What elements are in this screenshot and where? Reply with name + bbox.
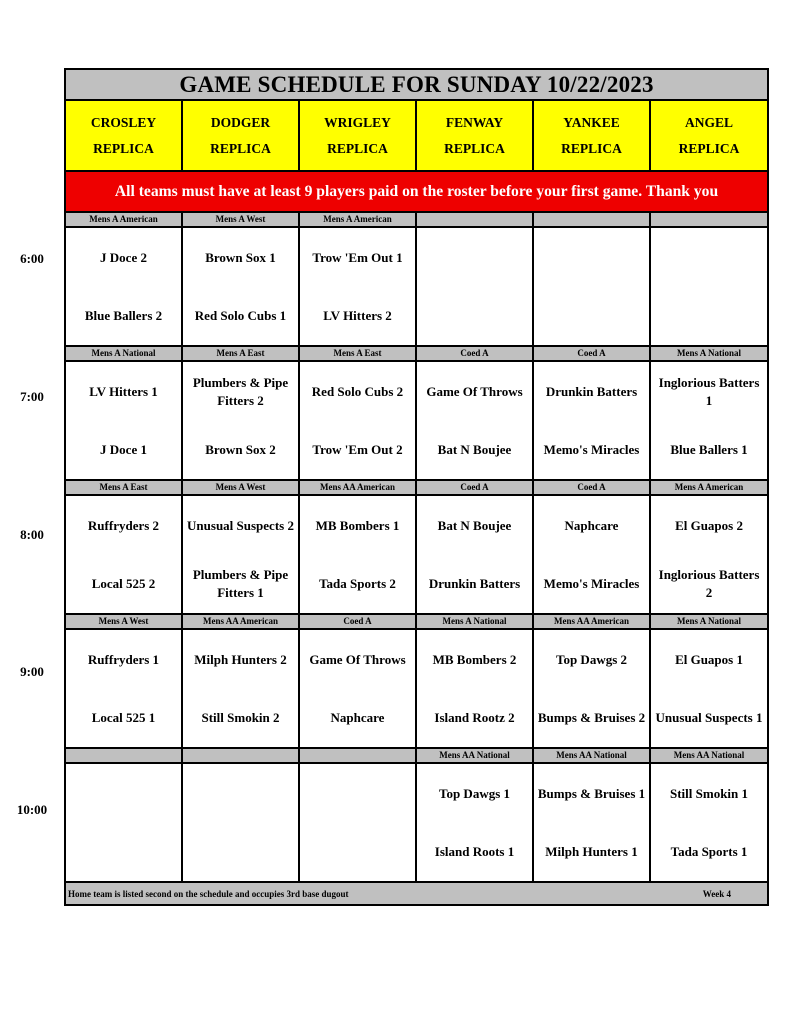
game-cell [416,361,533,480]
game-cell [650,495,768,614]
home-team: Unusual Suspects 1 [655,709,763,725]
home-team-note: Home team is listed second on the schedule and occupies 3rd base dugout [68,888,349,899]
home-team: Trow 'Em Out 2 [312,441,403,457]
home-team [534,287,649,345]
game-cell [299,629,416,748]
away-team: Naphcare [564,517,619,533]
field-name: FENWAY [445,114,504,130]
game-cell [182,227,299,346]
field-header-row [65,100,768,171]
division-label: Mens AA National [416,748,533,763]
division-label: Mens A West [182,212,299,227]
division-label: Mens A East [182,346,299,361]
away-team: Drunkin Batters [545,383,638,399]
game-cell [65,227,182,346]
game-cell [65,495,182,614]
away-team: Top Dawgs 2 [555,651,628,667]
away-team: MB Bombers 1 [315,517,400,533]
game-cell [65,763,182,882]
field-subtitle: REPLICA [561,140,622,156]
division-label: Mens AA American [299,480,416,495]
division-label: Mens AA National [650,748,768,763]
game-cell [533,227,650,346]
game-cell [533,763,650,882]
away-team: LV Hitters 1 [89,383,158,399]
game-cell [533,361,650,480]
field-subtitle: REPLICA [444,140,505,156]
game-row [65,763,768,882]
home-team: Blue Ballers 2 [84,307,163,323]
away-team: J Doce 2 [100,249,147,265]
division-label: Coed A [299,614,416,629]
division-label: Mens AA American [182,614,299,629]
home-team: Naphcare [330,709,385,725]
home-team: Blue Ballers 1 [670,441,748,457]
division-row [65,748,768,763]
game-cell [416,763,533,882]
schedule-sheet [64,68,767,926]
away-team: Game Of Throws [309,651,406,667]
division-label: Coed A [416,480,533,495]
home-team: Bumps & Bruises 2 [537,709,646,725]
away-team: Ruffryders 2 [87,517,160,533]
division-label [533,212,650,227]
division-label: Mens A East [65,480,182,495]
away-team: Bat N Boujee [437,517,512,533]
field-subtitle: REPLICA [678,140,740,156]
game-cell [650,361,768,480]
home-team: Brown Sox 2 [205,441,276,457]
away-team: Inglorious Batters 1 [658,374,760,408]
home-team: Still Smokin 2 [201,709,280,725]
division-row [65,212,768,227]
away-team: Ruffryders 1 [87,651,160,667]
division-label: Mens A West [65,614,182,629]
division-label: Mens A National [650,614,768,629]
home-team: Inglorious Batters 2 [658,566,760,600]
game-cell [650,227,768,346]
game-row [65,227,768,346]
away-team: Still Smokin 1 [670,785,749,801]
away-team [66,765,181,823]
division-label [182,748,299,763]
field-name: ANGEL [685,114,734,130]
field-header [533,100,650,171]
footer-content [66,889,767,899]
week-label: Week 4 [702,888,732,899]
home-team: Island Rootz 2 [434,709,515,725]
division-row [65,614,768,629]
field-header [299,100,416,171]
time-label: 6:00 [20,251,44,266]
home-team [300,823,415,881]
division-label: Mens A National [650,346,768,361]
away-team: Trow 'Em Out 1 [312,249,403,265]
away-team: Bumps & Bruises 1 [537,785,646,801]
game-cell [650,629,768,748]
game-cell [416,629,533,748]
division-label: Mens A American [650,480,768,495]
game-cell [533,495,650,614]
roster-notice: All teams must have at least 9 players paid on the roster before your first game. Thank you [65,171,768,212]
home-team: Tada Sports 2 [319,575,396,591]
field-subtitle: REPLICA [210,140,271,156]
game-cell [533,629,650,748]
page-title: GAME SCHEDULE FOR SUNDAY 10/22/2023 [65,69,768,100]
field-name: YANKEE [563,114,620,130]
game-cell [182,495,299,614]
division-label: Mens A East [299,346,416,361]
division-label: Mens AA National [533,748,650,763]
away-team: Unusual Suspects 2 [187,517,294,533]
away-team: Top Dawgs 1 [438,785,511,801]
game-cell [299,361,416,480]
game-cell [182,629,299,748]
away-team [417,229,532,287]
away-team: Plumbers & Pipe Fitters 2 [192,374,289,408]
away-team: El Guapos 2 [675,517,743,533]
home-team: Milph Hunters 1 [545,843,638,859]
home-team: Red Solo Cubs 1 [194,307,287,323]
game-cell [182,361,299,480]
home-team: Tada Sports 1 [670,843,748,859]
game-row [65,629,768,748]
away-team [534,229,649,287]
away-team: El Guapos 1 [675,651,743,667]
time-label: 10:00 [16,802,48,817]
home-team: Memo's Miracles [543,441,640,457]
division-label: Mens A West [182,480,299,495]
division-label: Mens A National [65,346,182,361]
away-team: Milph Hunters 2 [194,651,287,667]
field-header [65,100,182,171]
division-label [65,748,182,763]
division-row [65,480,768,495]
field-name: CROSLEY [90,114,157,130]
home-team [651,287,767,345]
game-cell [65,361,182,480]
home-team: J Doce 1 [100,441,147,457]
home-team: Memo's Miracles [543,575,640,591]
away-team: Game Of Throws [426,383,523,399]
home-team [66,823,181,881]
away-team [300,765,415,823]
field-subtitle: REPLICA [93,140,154,156]
division-row [65,346,768,361]
game-cell [65,629,182,748]
away-team: MB Bombers 2 [432,651,517,667]
division-label: Mens A American [65,212,182,227]
division-label: Mens A American [299,212,416,227]
game-cell [299,763,416,882]
division-label: Coed A [533,480,650,495]
home-team: Bat N Boujee [437,441,512,457]
time-label: 9:00 [20,664,44,679]
game-cell [416,227,533,346]
footer [65,882,768,905]
field-header [650,100,768,171]
footer-row [65,882,768,905]
field-header [182,100,299,171]
field-subtitle: REPLICA [327,140,388,156]
division-label: Mens AA American [533,614,650,629]
home-team: Local 525 1 [91,709,156,725]
home-team [417,287,532,345]
time-label: 8:00 [20,527,44,542]
away-team: Red Solo Cubs 2 [311,383,404,399]
game-row [65,361,768,480]
home-team: Drunkin Batters [428,575,521,591]
division-label: Coed A [533,346,650,361]
away-team: Brown Sox 1 [205,249,276,265]
field-name: WRIGLEY [324,114,391,130]
game-cell [416,495,533,614]
game-cell [299,227,416,346]
game-cell [299,495,416,614]
field-name: DODGER [210,114,271,130]
division-label: Mens A National [416,614,533,629]
division-label: Coed A [416,346,533,361]
field-header [416,100,533,171]
schedule-table [64,68,769,906]
game-cell [182,763,299,882]
time-label: 7:00 [20,389,44,404]
away-team [651,229,767,287]
game-cell [650,763,768,882]
home-team [183,823,298,881]
away-team [183,765,298,823]
division-label [416,212,533,227]
home-team: Plumbers & Pipe Fitters 1 [192,566,289,600]
division-label [299,748,416,763]
division-label [650,212,768,227]
home-team: Island Roots 1 [434,843,515,859]
home-team: Local 525 2 [91,575,156,591]
game-row [65,495,768,614]
home-team: LV Hitters 2 [323,307,392,323]
